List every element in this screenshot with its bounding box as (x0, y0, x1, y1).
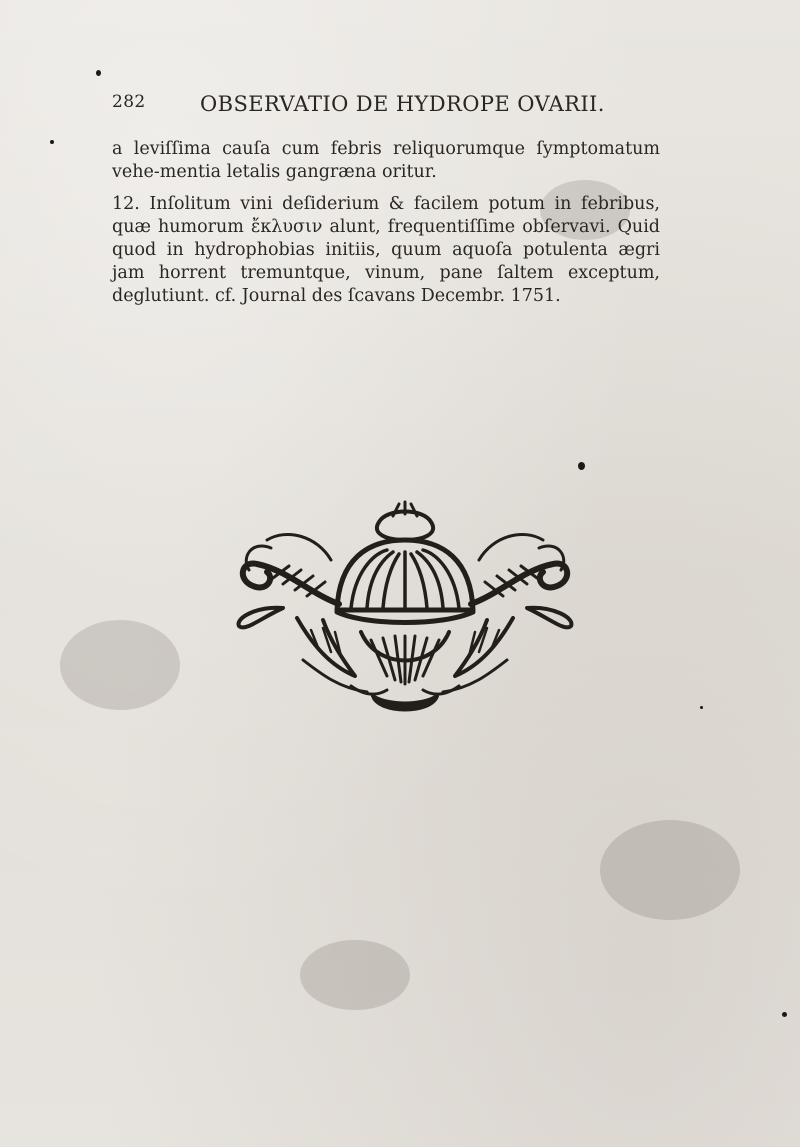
baroque-tailpiece-ornament-icon (227, 500, 583, 722)
tailpiece-ornament (227, 500, 583, 722)
ink-speck (50, 140, 54, 144)
page-header (112, 92, 672, 122)
page-number: 282 (112, 92, 146, 112)
paper-stain (60, 620, 180, 710)
paragraph-continuation: a leviſſima cauſa cum febris reliquorumque ſymptomatum vehe-mentia letalis gangræna oritur. (112, 139, 660, 182)
body-text (112, 138, 660, 308)
ink-speck (700, 706, 703, 709)
paper-stain (600, 820, 740, 920)
paragraph-12: 12. Inſolitum vini deſiderium & facilem potum in febribus, quæ humorum ἔκλυσιν alunt, frequentiſſime obſervavi. Quid quod in hydrophobias initiis, quum aquoſa potulenta ægri jam horrent tremuntque, vinum, pane ſaltem exceptum, deglutiunt. cf. Journal des ſcavans Decembr. 1751. (112, 194, 660, 306)
running-head: OBSERVATIO DE HYDROPE OVARII. (200, 92, 605, 116)
paper-stain (300, 940, 410, 1010)
ink-speck (96, 70, 101, 76)
ink-speck (578, 462, 585, 470)
ink-speck (782, 1012, 787, 1017)
